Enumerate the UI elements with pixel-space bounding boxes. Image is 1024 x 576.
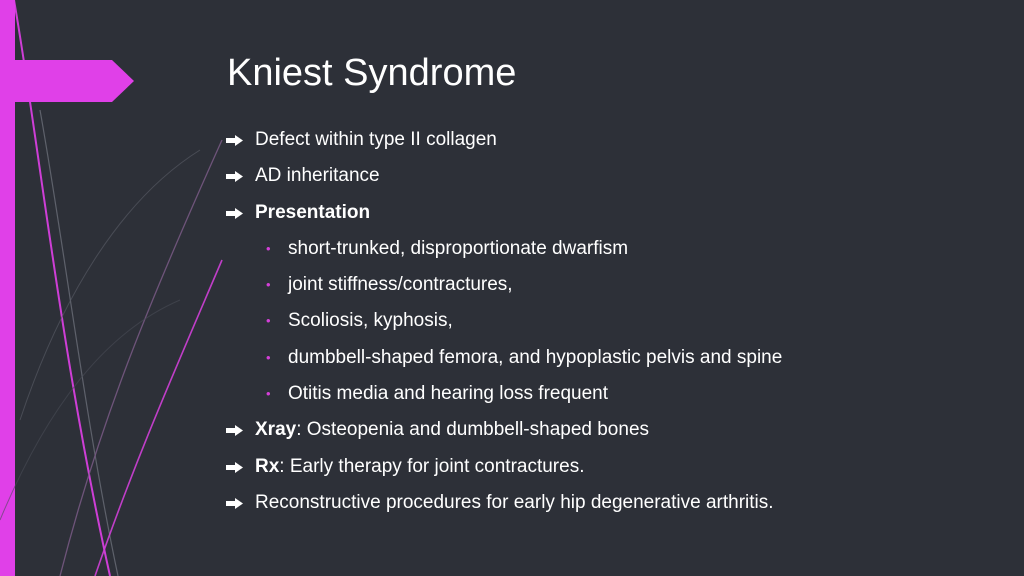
bullet-bold-text: Presentation xyxy=(255,201,371,223)
list-item xyxy=(226,231,1006,267)
arrow-bullet-icon xyxy=(226,462,243,473)
list-item xyxy=(226,122,1006,158)
bullet-text: Otitis media and hearing loss frequent xyxy=(288,383,609,405)
decor-line-4 xyxy=(95,260,222,576)
dot-bullet-icon: • xyxy=(266,277,271,293)
bullet-text: Reconstructive procedures for early hip degenerative arthritis. xyxy=(255,491,774,513)
list-item xyxy=(226,485,1006,521)
list-item xyxy=(226,267,1006,303)
slide-title: Kniest Syndrome xyxy=(227,52,517,94)
decor-line-6 xyxy=(0,300,180,520)
dot-bullet-icon: • xyxy=(266,349,271,365)
arrow-bullet-icon xyxy=(226,171,243,182)
dot-bullet-icon: • xyxy=(266,240,271,256)
decor-line-3 xyxy=(60,140,222,576)
bullet-text: dumbbell-shaped femora, and hypoplastic pelvis and spine xyxy=(288,346,783,368)
bullet-text: Scoliosis, kyphosis, xyxy=(288,310,453,332)
arrow-bullet-icon xyxy=(226,425,243,436)
bullet-text: Defect within type II collagen xyxy=(255,129,497,150)
arrow-bullet-icon xyxy=(226,135,243,146)
bullet-text: : Early therapy for joint contractures. xyxy=(279,455,585,477)
arrow-bullet-icon xyxy=(226,498,243,509)
bullet-text: short-trunked, disproportionate dwarfism xyxy=(288,237,629,259)
list-item xyxy=(226,303,1006,339)
list-item xyxy=(226,376,1006,412)
list-item xyxy=(226,195,1006,231)
list-item xyxy=(226,158,1006,194)
bullet-bold-text: Rx xyxy=(255,455,280,477)
list-item xyxy=(226,340,1006,376)
bullet-list xyxy=(226,122,1006,521)
bullet-text: joint stiffness/contractures, xyxy=(288,274,513,296)
dot-bullet-icon: • xyxy=(266,313,271,329)
title-banner-shape xyxy=(0,60,134,102)
bullet-text: AD inheritance xyxy=(255,165,380,187)
bullet-text: : Osteopenia and dumbbell-shaped bones xyxy=(296,419,650,441)
arrow-bullet-icon xyxy=(226,208,243,219)
list-item xyxy=(226,412,1006,448)
list-item xyxy=(226,449,1006,485)
bullet-bold-text: Xray xyxy=(255,419,297,441)
dot-bullet-icon: • xyxy=(266,386,271,402)
decor-line-5 xyxy=(20,150,200,420)
